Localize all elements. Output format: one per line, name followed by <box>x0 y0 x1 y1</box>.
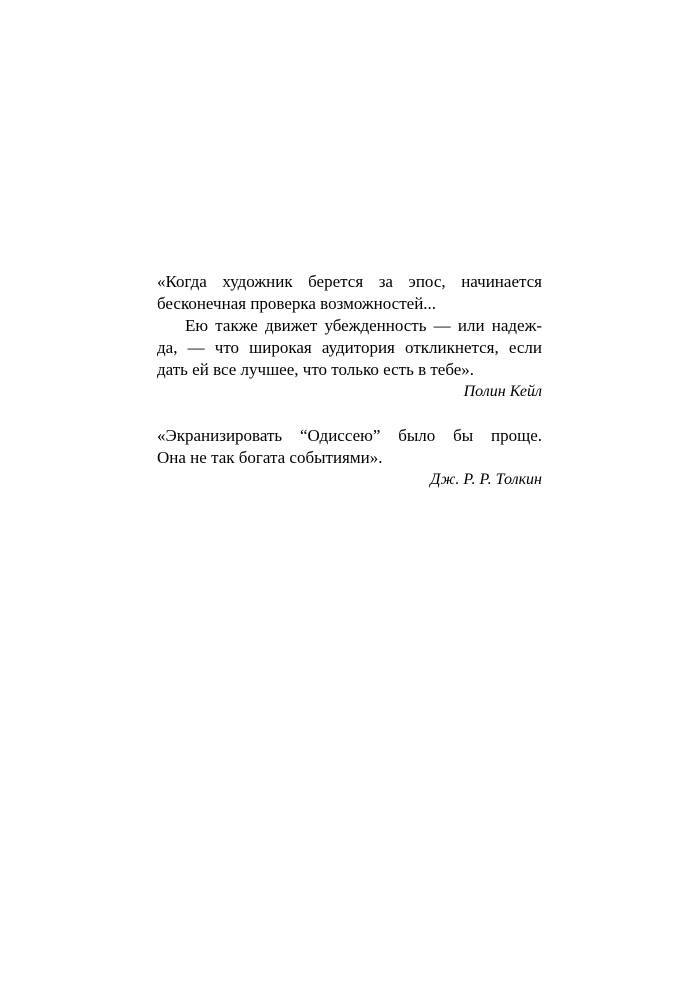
epigraphs <box>157 271 542 491</box>
quote-line: бесконечная проверка возможностей... <box>157 294 437 313</box>
quote-line: «Экранизировать “Одиссею” было бы проще. <box>157 426 542 445</box>
quote-author: Полин Кейл <box>463 383 542 400</box>
quote-line: дать ей все лучшее, что только есть в тебе». <box>157 360 475 379</box>
quote-author: Дж. Р. Р. Толкин <box>430 471 542 488</box>
quote-line: да, — что широкая аудитория откликнется, если <box>157 338 542 357</box>
epigraph-tolkien <box>157 425 542 491</box>
quote-line: Ею также движет убежденность — или надеж- <box>185 316 542 335</box>
quote-line: «Когда художник берется за эпос, начинается <box>157 272 542 291</box>
epigraph-kael <box>157 271 542 403</box>
quote-line: Она не так богата событиями». <box>157 448 383 467</box>
